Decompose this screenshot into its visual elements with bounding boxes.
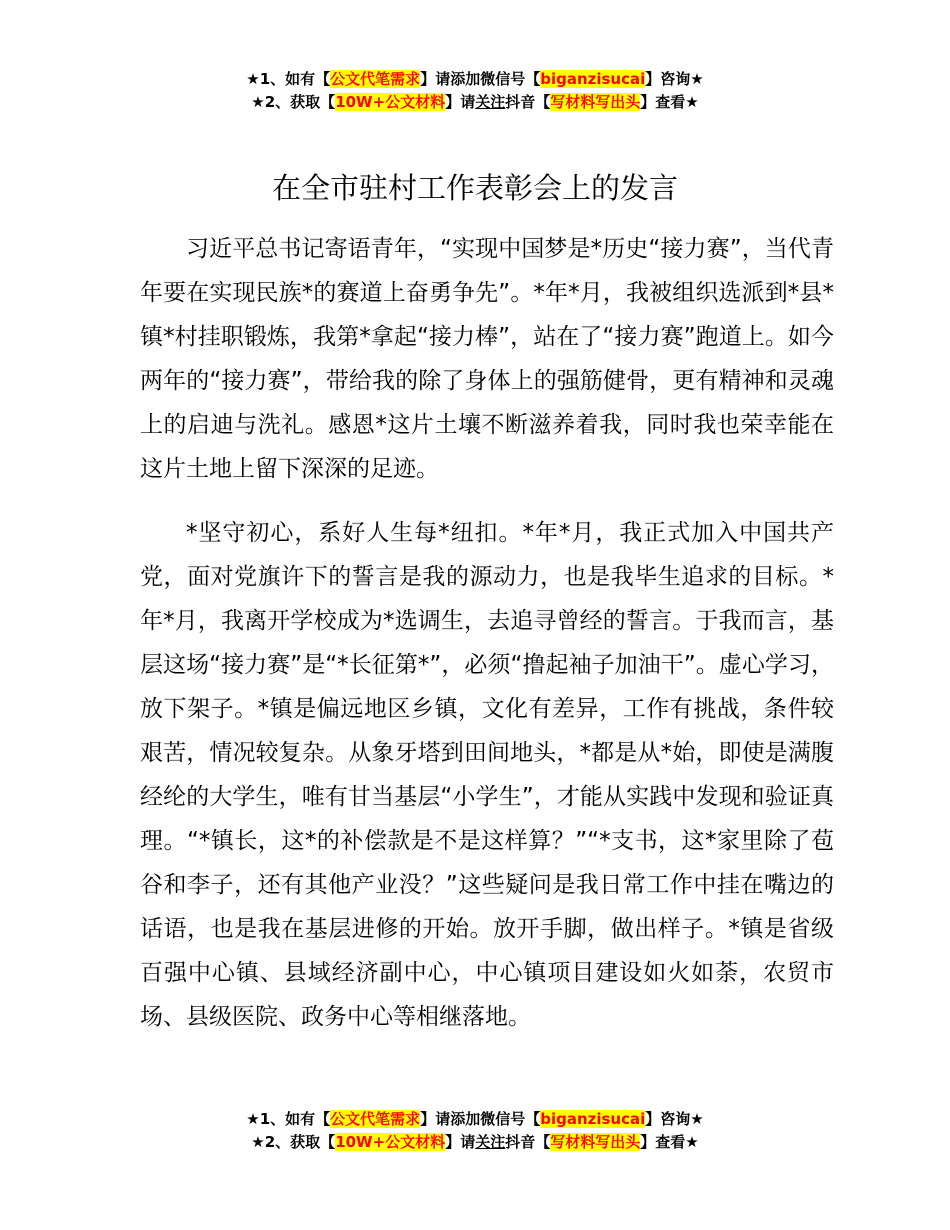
promo-highlight: 写材料写出头 bbox=[550, 93, 641, 111]
promo-highlight: 公文代笔需求 bbox=[330, 70, 421, 88]
promo-text: ★2、获取【 bbox=[251, 93, 336, 111]
promo-highlight: 公文代笔需求 bbox=[330, 1110, 421, 1128]
body-paragraph: 习近平总书记寄语青年，“实现中国梦是*历史“接力赛”，当代青年要在实现民族*的赛道上奋勇争先”。*年*月，我被组织选派到*县*镇*村挂职锻炼，我第*拿起“接力棒”，站在了“接力赛”跑道上。如今两年的“接力赛”，带给我的除了身体上的强筋健骨，更有精神和灵魂上的启迪与洗礼。感恩*这片土壤不断滋养着我，同时我也荣幸能在这片土地上留下深深的足迹。 bbox=[140, 236, 834, 482]
document-title: 在全市驻村工作表彰会上的发言 bbox=[271, 171, 678, 205]
promo-text: 抖音【 bbox=[505, 93, 551, 111]
promo-text: ★1、如有【 bbox=[246, 1110, 331, 1128]
promo-underline: 关注 bbox=[475, 93, 506, 111]
promo-line-1 bbox=[0, 68, 950, 91]
promo-text: 】咨询★ bbox=[645, 70, 704, 88]
wechat-id-highlight: biganzisucai bbox=[540, 70, 646, 88]
promo-line-2 bbox=[0, 91, 950, 114]
promo-text: 】咨询★ bbox=[645, 1110, 704, 1128]
promo-text: 】查看★ bbox=[640, 1133, 699, 1151]
promo-text: 】请 bbox=[445, 93, 476, 111]
promo-text: ★1、如有【 bbox=[246, 70, 331, 88]
promo-line-2 bbox=[0, 1131, 950, 1154]
promo-text: ★2、获取【 bbox=[251, 1133, 336, 1151]
footer-promo-banner bbox=[0, 1108, 950, 1154]
promo-underline: 关注 bbox=[475, 1133, 506, 1151]
promo-line-1 bbox=[0, 1108, 950, 1131]
promo-text: 】请添加微信号【 bbox=[420, 1110, 541, 1128]
promo-highlight: 10W+公文材料 bbox=[335, 93, 446, 111]
promo-text: 抖音【 bbox=[505, 1133, 551, 1151]
body-paragraph: *坚守初心，系好人生每*纽扣。*年*月，我正式加入中国共产党，面对党旗许下的誓言是我的源动力，也是我毕生追求的目标。*年*月，我离开学校成为*选调生，去追寻曾经的誓言。于我而言，基层这场“接力赛”是“*长征第*”，必须“撸起袖子加油干”。虚心学习，放下架子。*镇是偏远地区乡镇，文化有差异，工作有挑战，条件较艰苦，情况较复杂。从象牙塔到田间地头，*都是从*始，即使是满腹经纶的大学生，唯有甘当基层“小学生”，才能从实践中发现和验证真理。“*镇长，这*的补偿款是不是这样算？”“*支书，这*家里除了苞谷和李子，还有其他产业没？”这些疑问是我日常工作中挂在嘴边的话语，也是我在基层进修的开始。放开手脚，做出样子。*镇是省级百强中心镇、县域经济副中心，中心镇项目建设如火如荼，农贸市场、县级医院、政务中心等相继落地。 bbox=[140, 520, 834, 1030]
promo-highlight: 10W+公文材料 bbox=[335, 1133, 446, 1151]
header-promo-banner bbox=[0, 68, 950, 114]
promo-highlight: 写材料写出头 bbox=[550, 1133, 641, 1151]
promo-text: 】请 bbox=[445, 1133, 476, 1151]
wechat-id-highlight: biganzisucai bbox=[540, 1110, 646, 1128]
promo-text: 】请添加微信号【 bbox=[420, 70, 541, 88]
document-body bbox=[140, 227, 834, 1039]
promo-text: 】查看★ bbox=[640, 93, 699, 111]
